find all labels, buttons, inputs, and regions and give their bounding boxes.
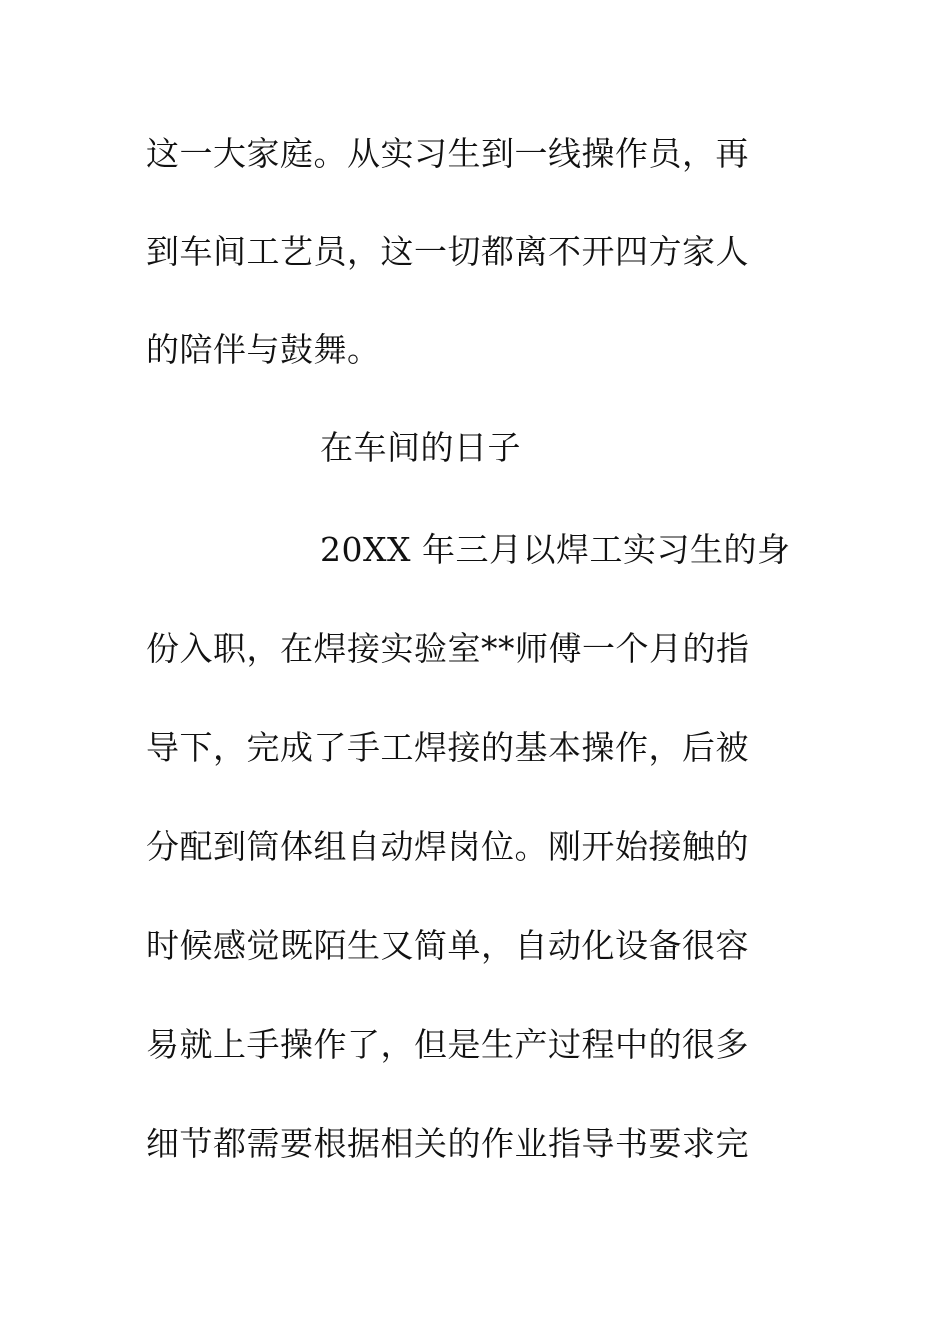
text-line: 这一大家庭。从实习生到一线操作员，再	[146, 134, 749, 173]
section-heading: 在车间的日子	[320, 428, 521, 467]
text-line: 易就上手操作了，但是生产过程中的很多	[146, 1025, 749, 1064]
text-line: 分配到筒体组自动焊岗位。刚开始接触的	[146, 827, 749, 866]
text-line: 份入职，在焊接实验室**师傅一个月的指	[146, 629, 750, 668]
text-line: 到车间工艺员，这一切都离不开四方家人	[146, 232, 749, 271]
text-line: 20XX 年三月以焊工实习生的身	[320, 530, 791, 569]
text-line: 的陪伴与鼓舞。	[146, 330, 381, 369]
text-line: 导下，完成了手工焊接的基本操作，后被	[146, 728, 749, 767]
text-line: 细节都需要根据相关的作业指导书要求完	[146, 1124, 749, 1163]
text-line: 时候感觉既陌生又简单，自动化设备很容	[146, 926, 749, 965]
